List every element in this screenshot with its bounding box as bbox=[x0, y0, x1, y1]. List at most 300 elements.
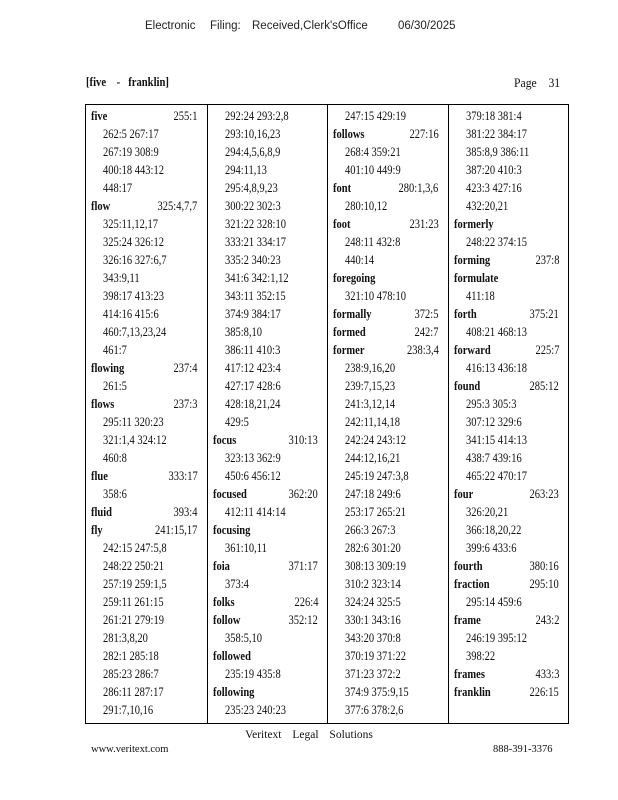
index-term-line bbox=[86, 503, 207, 521]
index-reference-line bbox=[208, 629, 328, 647]
index-reference-line bbox=[86, 575, 207, 593]
index-reference: 362:20 bbox=[288, 487, 318, 501]
index-reference-line bbox=[328, 449, 448, 467]
index-reference: 325:11,12,17 bbox=[103, 217, 159, 231]
index-reference-line bbox=[86, 701, 207, 719]
index-term: found bbox=[453, 379, 480, 393]
index-term-line bbox=[208, 521, 328, 539]
index-term: followed bbox=[212, 649, 251, 663]
index-reference-line bbox=[449, 161, 569, 179]
index-term-line bbox=[86, 521, 207, 539]
index-term: focused bbox=[212, 487, 247, 501]
index-reference-line bbox=[449, 395, 569, 413]
index-table bbox=[85, 104, 569, 724]
page-number: Page 31 bbox=[514, 75, 561, 90]
index-reference-line bbox=[449, 467, 569, 485]
index-reference: 261:21 279:19 bbox=[103, 613, 164, 627]
index-term-line bbox=[208, 593, 328, 611]
index-reference: 253:17 265:21 bbox=[345, 505, 406, 519]
index-term: flows bbox=[91, 397, 115, 411]
index-reference-line bbox=[328, 161, 448, 179]
index-reference: 308:13 309:19 bbox=[345, 559, 406, 573]
index-reference: 325:4,7,7 bbox=[157, 199, 198, 213]
index-reference: 377:6 378:2,6 bbox=[345, 703, 404, 717]
index-term: foot bbox=[333, 217, 351, 231]
index-reference: 385:8,9 386:11 bbox=[465, 145, 529, 159]
index-term-line bbox=[449, 377, 569, 395]
index-term: foregoing bbox=[333, 271, 376, 285]
index-reference-line bbox=[86, 143, 207, 161]
index-reference-line bbox=[208, 359, 328, 377]
index-term-line bbox=[328, 215, 448, 233]
header-electronic: Electronic bbox=[145, 20, 196, 32]
index-reference-line bbox=[208, 575, 328, 593]
index-term: forward bbox=[453, 343, 491, 357]
index-reference: 408:21 468:13 bbox=[465, 325, 527, 339]
index-reference: 310:13 bbox=[288, 433, 318, 447]
index-reference-line bbox=[328, 665, 448, 683]
index-reference: 341:15 414:13 bbox=[465, 433, 527, 447]
index-reference: 281:3,8,20 bbox=[103, 631, 148, 645]
index-term: formulate bbox=[453, 271, 498, 285]
index-reference-line bbox=[86, 161, 207, 179]
index-reference-line bbox=[449, 287, 569, 305]
index-term-line bbox=[328, 179, 448, 197]
index-column bbox=[86, 105, 207, 723]
index-term-line bbox=[449, 341, 569, 359]
index-term-line bbox=[208, 611, 328, 629]
index-reference-line bbox=[208, 287, 328, 305]
index-reference-line bbox=[449, 629, 569, 647]
index-reference: 371:23 372:2 bbox=[345, 667, 401, 681]
index-reference-line bbox=[86, 683, 207, 701]
index-term-line bbox=[449, 305, 569, 323]
index-reference: 432:20,21 bbox=[465, 199, 508, 213]
index-reference: 282:6 301:20 bbox=[345, 541, 401, 555]
index-term-line bbox=[208, 647, 328, 665]
index-reference: 285:23 286:7 bbox=[103, 667, 159, 681]
index-reference-line bbox=[208, 143, 328, 161]
index-reference: 393:4 bbox=[173, 505, 198, 519]
index-column bbox=[327, 105, 448, 723]
index-term: four bbox=[453, 487, 473, 501]
index-reference: 358:5,10 bbox=[224, 631, 262, 645]
index-reference: 280:10,12 bbox=[345, 199, 388, 213]
index-reference-line bbox=[328, 647, 448, 665]
index-reference-line bbox=[86, 593, 207, 611]
index-reference-line bbox=[208, 665, 328, 683]
index-column bbox=[448, 105, 569, 723]
index-reference: 330:1 343:16 bbox=[345, 613, 401, 627]
index-reference-line bbox=[86, 269, 207, 287]
index-reference: 321:22 328:10 bbox=[224, 217, 286, 231]
index-reference-line bbox=[208, 341, 328, 359]
index-reference: 460:7,13,23,24 bbox=[103, 325, 167, 339]
index-term-line bbox=[208, 431, 328, 449]
index-reference: 247:15 429:19 bbox=[345, 109, 406, 123]
index-reference: 401:10 449:9 bbox=[345, 163, 401, 177]
filing-header bbox=[0, 20, 618, 38]
index-reference: 261:5 bbox=[103, 379, 127, 393]
index-reference: 255:1 bbox=[173, 109, 198, 123]
index-reference: 465:22 470:17 bbox=[465, 469, 527, 483]
index-reference: 375:21 bbox=[529, 307, 559, 321]
index-reference-line bbox=[328, 251, 448, 269]
index-reference-line bbox=[86, 125, 207, 143]
index-reference: 398:17 413:23 bbox=[103, 289, 164, 303]
index-term-line bbox=[328, 269, 448, 287]
index-reference-line bbox=[208, 539, 328, 557]
index-reference-line bbox=[449, 359, 569, 377]
index-term-line bbox=[86, 395, 207, 413]
footer-website: www.veritext.com bbox=[91, 744, 169, 755]
index-reference: 239:7,15,23 bbox=[345, 379, 396, 393]
index-reference-line bbox=[328, 287, 448, 305]
index-reference-line bbox=[86, 377, 207, 395]
index-reference-line bbox=[86, 485, 207, 503]
index-reference: 373:4 bbox=[224, 577, 249, 591]
index-reference: 262:5 267:17 bbox=[103, 127, 159, 141]
index-reference-line bbox=[328, 485, 448, 503]
index-term: five bbox=[91, 109, 108, 123]
index-term: font bbox=[333, 181, 352, 195]
index-reference: 333:21 334:17 bbox=[224, 235, 286, 249]
index-reference-line bbox=[86, 233, 207, 251]
index-reference-line bbox=[449, 593, 569, 611]
index-reference: 241:15,17 bbox=[155, 523, 198, 537]
index-term-line bbox=[86, 467, 207, 485]
index-term: folks bbox=[212, 595, 235, 609]
index-reference: 380:16 bbox=[529, 559, 559, 573]
index-reference-line bbox=[86, 287, 207, 305]
index-reference: 280:1,3,6 bbox=[398, 181, 439, 195]
index-reference: 286:11 287:17 bbox=[103, 685, 164, 699]
index-reference: 268:4 359:21 bbox=[345, 145, 401, 159]
index-reference-line bbox=[86, 179, 207, 197]
index-term: formerly bbox=[453, 217, 494, 231]
index-reference-line bbox=[449, 197, 569, 215]
index-reference-line bbox=[208, 161, 328, 179]
index-term-line bbox=[328, 341, 448, 359]
index-reference: 266:3 267:3 bbox=[345, 523, 396, 537]
index-reference-line bbox=[86, 629, 207, 647]
index-term-line bbox=[449, 665, 569, 683]
index-reference: 361:10,11 bbox=[224, 541, 267, 555]
index-reference-line bbox=[208, 107, 328, 125]
header-filing: Filing: bbox=[210, 20, 241, 32]
index-reference: 248:11 432:8 bbox=[345, 235, 401, 249]
index-reference: 237:8 bbox=[535, 253, 559, 267]
index-reference-line bbox=[328, 539, 448, 557]
index-reference: 235:23 240:23 bbox=[224, 703, 286, 717]
index-term-line bbox=[449, 611, 569, 629]
index-reference-line bbox=[208, 395, 328, 413]
index-term: follows bbox=[333, 127, 365, 141]
index-reference-line bbox=[328, 629, 448, 647]
index-reference: 238:9,16,20 bbox=[345, 361, 396, 375]
index-reference: 429:5 bbox=[224, 415, 249, 429]
index-term: forming bbox=[453, 253, 490, 267]
index-term: franklin bbox=[453, 685, 491, 699]
index-reference-line bbox=[328, 395, 448, 413]
index-reference: 295:10 bbox=[529, 577, 559, 591]
index-reference: 244:12,16,21 bbox=[345, 451, 401, 465]
index-reference: 323:13 362:9 bbox=[224, 451, 281, 465]
index-reference: 385:8,10 bbox=[224, 325, 262, 339]
index-reference: 366:18,20,22 bbox=[465, 523, 521, 537]
index-reference: 448:17 bbox=[103, 181, 133, 195]
index-reference-line bbox=[328, 431, 448, 449]
index-reference: 352:12 bbox=[288, 613, 318, 627]
footer-company: Veritext Legal Solutions bbox=[245, 729, 373, 741]
index-term: flowing bbox=[91, 361, 125, 375]
index-term-line bbox=[328, 323, 448, 341]
index-reference: 416:13 436:18 bbox=[465, 361, 527, 375]
index-reference: 379:18 381:4 bbox=[465, 109, 522, 123]
index-reference-line bbox=[449, 503, 569, 521]
index-reference-line bbox=[86, 215, 207, 233]
index-reference-line bbox=[328, 593, 448, 611]
index-reference: 433:3 bbox=[535, 667, 559, 681]
index-reference-line bbox=[208, 377, 328, 395]
index-reference: 440:14 bbox=[345, 253, 375, 267]
index-reference-line bbox=[208, 197, 328, 215]
index-term-line bbox=[208, 683, 328, 701]
index-reference-line bbox=[328, 233, 448, 251]
index-reference: 294:4,5,6,8,9 bbox=[224, 145, 280, 159]
index-term-line bbox=[449, 485, 569, 503]
index-reference-line bbox=[208, 251, 328, 269]
index-reference: 412:11 414:14 bbox=[224, 505, 286, 519]
index-term-line bbox=[449, 557, 569, 575]
index-reference-line bbox=[86, 665, 207, 683]
index-reference-line bbox=[208, 269, 328, 287]
index-reference: 307:12 329:6 bbox=[465, 415, 522, 429]
index-reference-line bbox=[449, 413, 569, 431]
index-reference-line bbox=[86, 323, 207, 341]
index-reference-line bbox=[328, 143, 448, 161]
index-term-line bbox=[449, 269, 569, 287]
index-term: frame bbox=[453, 613, 481, 627]
index-term: fly bbox=[91, 523, 103, 537]
index-reference: 343:11 352:15 bbox=[224, 289, 286, 303]
index-reference-line bbox=[449, 539, 569, 557]
index-term-line bbox=[86, 359, 207, 377]
index-reference: 231:23 bbox=[409, 217, 439, 231]
index-reference-line bbox=[449, 233, 569, 251]
index-reference-line bbox=[208, 179, 328, 197]
index-reference: 226:4 bbox=[294, 595, 318, 609]
index-reference: 235:19 435:8 bbox=[224, 667, 281, 681]
index-reference-line bbox=[328, 107, 448, 125]
index-reference: 438:7 439:16 bbox=[465, 451, 522, 465]
index-reference: 248:22 250:21 bbox=[103, 559, 164, 573]
index-reference-line bbox=[328, 521, 448, 539]
index-reference-line bbox=[328, 467, 448, 485]
index-term: flue bbox=[91, 469, 108, 483]
index-reference: 460:8 bbox=[103, 451, 127, 465]
index-reference-line bbox=[449, 323, 569, 341]
index-reference: 326:20,21 bbox=[465, 505, 508, 519]
index-reference: 248:22 374:15 bbox=[465, 235, 527, 249]
footer-phone: 888-391-3376 bbox=[493, 744, 553, 755]
index-column bbox=[207, 105, 328, 723]
index-reference: 398:22 bbox=[465, 649, 495, 663]
index-reference-line bbox=[86, 557, 207, 575]
index-reference: 399:6 433:6 bbox=[465, 541, 516, 555]
index-term: follow bbox=[212, 613, 240, 627]
index-reference-line bbox=[208, 467, 328, 485]
index-reference: 242:7 bbox=[414, 325, 439, 339]
index-term: flow bbox=[91, 199, 111, 213]
index-reference: 423:3 427:16 bbox=[465, 181, 522, 195]
index-term: fraction bbox=[453, 577, 490, 591]
index-term-line bbox=[449, 251, 569, 269]
index-reference-line bbox=[86, 413, 207, 431]
index-term: following bbox=[212, 685, 254, 699]
index-reference: 324:24 325:5 bbox=[345, 595, 401, 609]
index-reference: 293:10,16,23 bbox=[224, 127, 280, 141]
index-reference: 243:2 bbox=[535, 613, 559, 627]
index-term: formed bbox=[333, 325, 366, 339]
index-reference: 238:3,4 bbox=[406, 343, 439, 357]
index-reference: 411:18 bbox=[465, 289, 495, 303]
index-term: fluid bbox=[91, 505, 113, 519]
header-received: Received,Clerk'sOffice bbox=[252, 20, 368, 32]
page-range: [five - franklin] bbox=[86, 75, 169, 89]
index-reference: 267:19 308:9 bbox=[103, 145, 159, 159]
index-reference: 343:20 370:8 bbox=[345, 631, 401, 645]
index-reference-line bbox=[208, 503, 328, 521]
index-reference: 387:20 410:3 bbox=[465, 163, 522, 177]
index-reference: 263:23 bbox=[529, 487, 559, 501]
index-term-line bbox=[449, 215, 569, 233]
index-term-line bbox=[449, 575, 569, 593]
index-reference-line bbox=[449, 107, 569, 125]
index-reference: 371:17 bbox=[288, 559, 318, 573]
index-reference-line bbox=[86, 647, 207, 665]
index-reference: 321:10 478:10 bbox=[345, 289, 406, 303]
index-reference: 321:1,4 324:12 bbox=[103, 433, 167, 447]
index-reference: 335:2 340:23 bbox=[224, 253, 281, 267]
index-reference-line bbox=[86, 539, 207, 557]
index-reference-line bbox=[449, 521, 569, 539]
index-term: forth bbox=[453, 307, 477, 321]
index-reference: 295:3 305:3 bbox=[465, 397, 516, 411]
index-reference: 310:2 323:14 bbox=[345, 577, 401, 591]
index-reference: 386:11 410:3 bbox=[224, 343, 280, 357]
index-reference: 259:11 261:15 bbox=[103, 595, 164, 609]
index-reference-line bbox=[449, 179, 569, 197]
index-reference: 247:18 249:6 bbox=[345, 487, 401, 501]
index-reference: 241:3,12,14 bbox=[345, 397, 396, 411]
index-reference-line bbox=[328, 683, 448, 701]
header-date: 06/30/2025 bbox=[398, 20, 456, 32]
index-reference: 381:22 384:17 bbox=[465, 127, 527, 141]
index-reference: 242:24 243:12 bbox=[345, 433, 406, 447]
index-reference-line bbox=[86, 251, 207, 269]
index-reference: 246:19 395:12 bbox=[465, 631, 527, 645]
index-reference: 374:9 384:17 bbox=[224, 307, 281, 321]
index-reference-line bbox=[328, 377, 448, 395]
index-reference-line bbox=[86, 611, 207, 629]
index-reference: 226:15 bbox=[529, 685, 559, 699]
index-reference-line bbox=[86, 341, 207, 359]
index-reference: 372:5 bbox=[414, 307, 439, 321]
index-reference-line bbox=[86, 449, 207, 467]
index-reference-line bbox=[449, 647, 569, 665]
index-reference: 370:19 371:22 bbox=[345, 649, 406, 663]
index-reference: 343:9,11 bbox=[103, 271, 140, 285]
index-term-line bbox=[328, 125, 448, 143]
index-reference-line bbox=[208, 125, 328, 143]
index-reference-line bbox=[449, 449, 569, 467]
index-reference: 295:14 459:6 bbox=[465, 595, 522, 609]
index-reference-line bbox=[208, 305, 328, 323]
index-term-line bbox=[208, 485, 328, 503]
index-reference: 242:15 247:5,8 bbox=[103, 541, 167, 555]
index-reference: 295:4,8,9,23 bbox=[224, 181, 278, 195]
index-reference-line bbox=[328, 701, 448, 719]
index-term: former bbox=[333, 343, 365, 357]
index-reference: 428:18,21,24 bbox=[224, 397, 280, 411]
index-term-line bbox=[208, 557, 328, 575]
index-reference: 227:16 bbox=[409, 127, 439, 141]
index-reference-line bbox=[328, 413, 448, 431]
index-reference-line bbox=[328, 575, 448, 593]
index-reference-line bbox=[208, 449, 328, 467]
index-reference-line bbox=[208, 233, 328, 251]
index-reference: 257:19 259:1,5 bbox=[103, 577, 167, 591]
index-reference: 417:12 423:4 bbox=[224, 361, 281, 375]
index-reference: 300:22 302:3 bbox=[224, 199, 281, 213]
index-reference: 245:19 247:3,8 bbox=[345, 469, 409, 483]
index-reference-line bbox=[449, 143, 569, 161]
index-reference: 294:11,13 bbox=[224, 163, 267, 177]
index-reference-line bbox=[208, 323, 328, 341]
index-reference: 291:7,10,16 bbox=[103, 703, 154, 717]
index-reference: 282:1 285:18 bbox=[103, 649, 159, 663]
index-reference-line bbox=[328, 611, 448, 629]
index-reference: 414:16 415:6 bbox=[103, 307, 159, 321]
index-reference: 292:24 293:2,8 bbox=[224, 109, 289, 123]
index-reference: 325:24 326:12 bbox=[103, 235, 164, 249]
index-reference-line bbox=[328, 197, 448, 215]
index-term: frames bbox=[453, 667, 485, 681]
index-reference: 358:6 bbox=[103, 487, 127, 501]
index-term-line bbox=[86, 197, 207, 215]
index-reference-line bbox=[208, 413, 328, 431]
index-reference: 242:11,14,18 bbox=[345, 415, 401, 429]
index-reference: 295:11 320:23 bbox=[103, 415, 164, 429]
index-reference: 237:4 bbox=[173, 361, 198, 375]
index-term-line bbox=[86, 107, 207, 125]
index-term: fourth bbox=[453, 559, 483, 573]
index-reference: 225:7 bbox=[535, 343, 559, 357]
index-reference: 341:6 342:1,12 bbox=[224, 271, 289, 285]
index-reference: 427:17 428:6 bbox=[224, 379, 281, 393]
index-reference-line bbox=[328, 557, 448, 575]
index-reference: 285:12 bbox=[529, 379, 559, 393]
index-reference: 237:3 bbox=[173, 397, 198, 411]
index-reference-line bbox=[86, 305, 207, 323]
index-term: foia bbox=[212, 559, 230, 573]
index-reference-line bbox=[328, 359, 448, 377]
index-reference: 374:9 375:9,15 bbox=[345, 685, 409, 699]
index-reference: 450:6 456:12 bbox=[224, 469, 281, 483]
index-reference-line bbox=[208, 701, 328, 719]
index-term: formally bbox=[333, 307, 372, 321]
